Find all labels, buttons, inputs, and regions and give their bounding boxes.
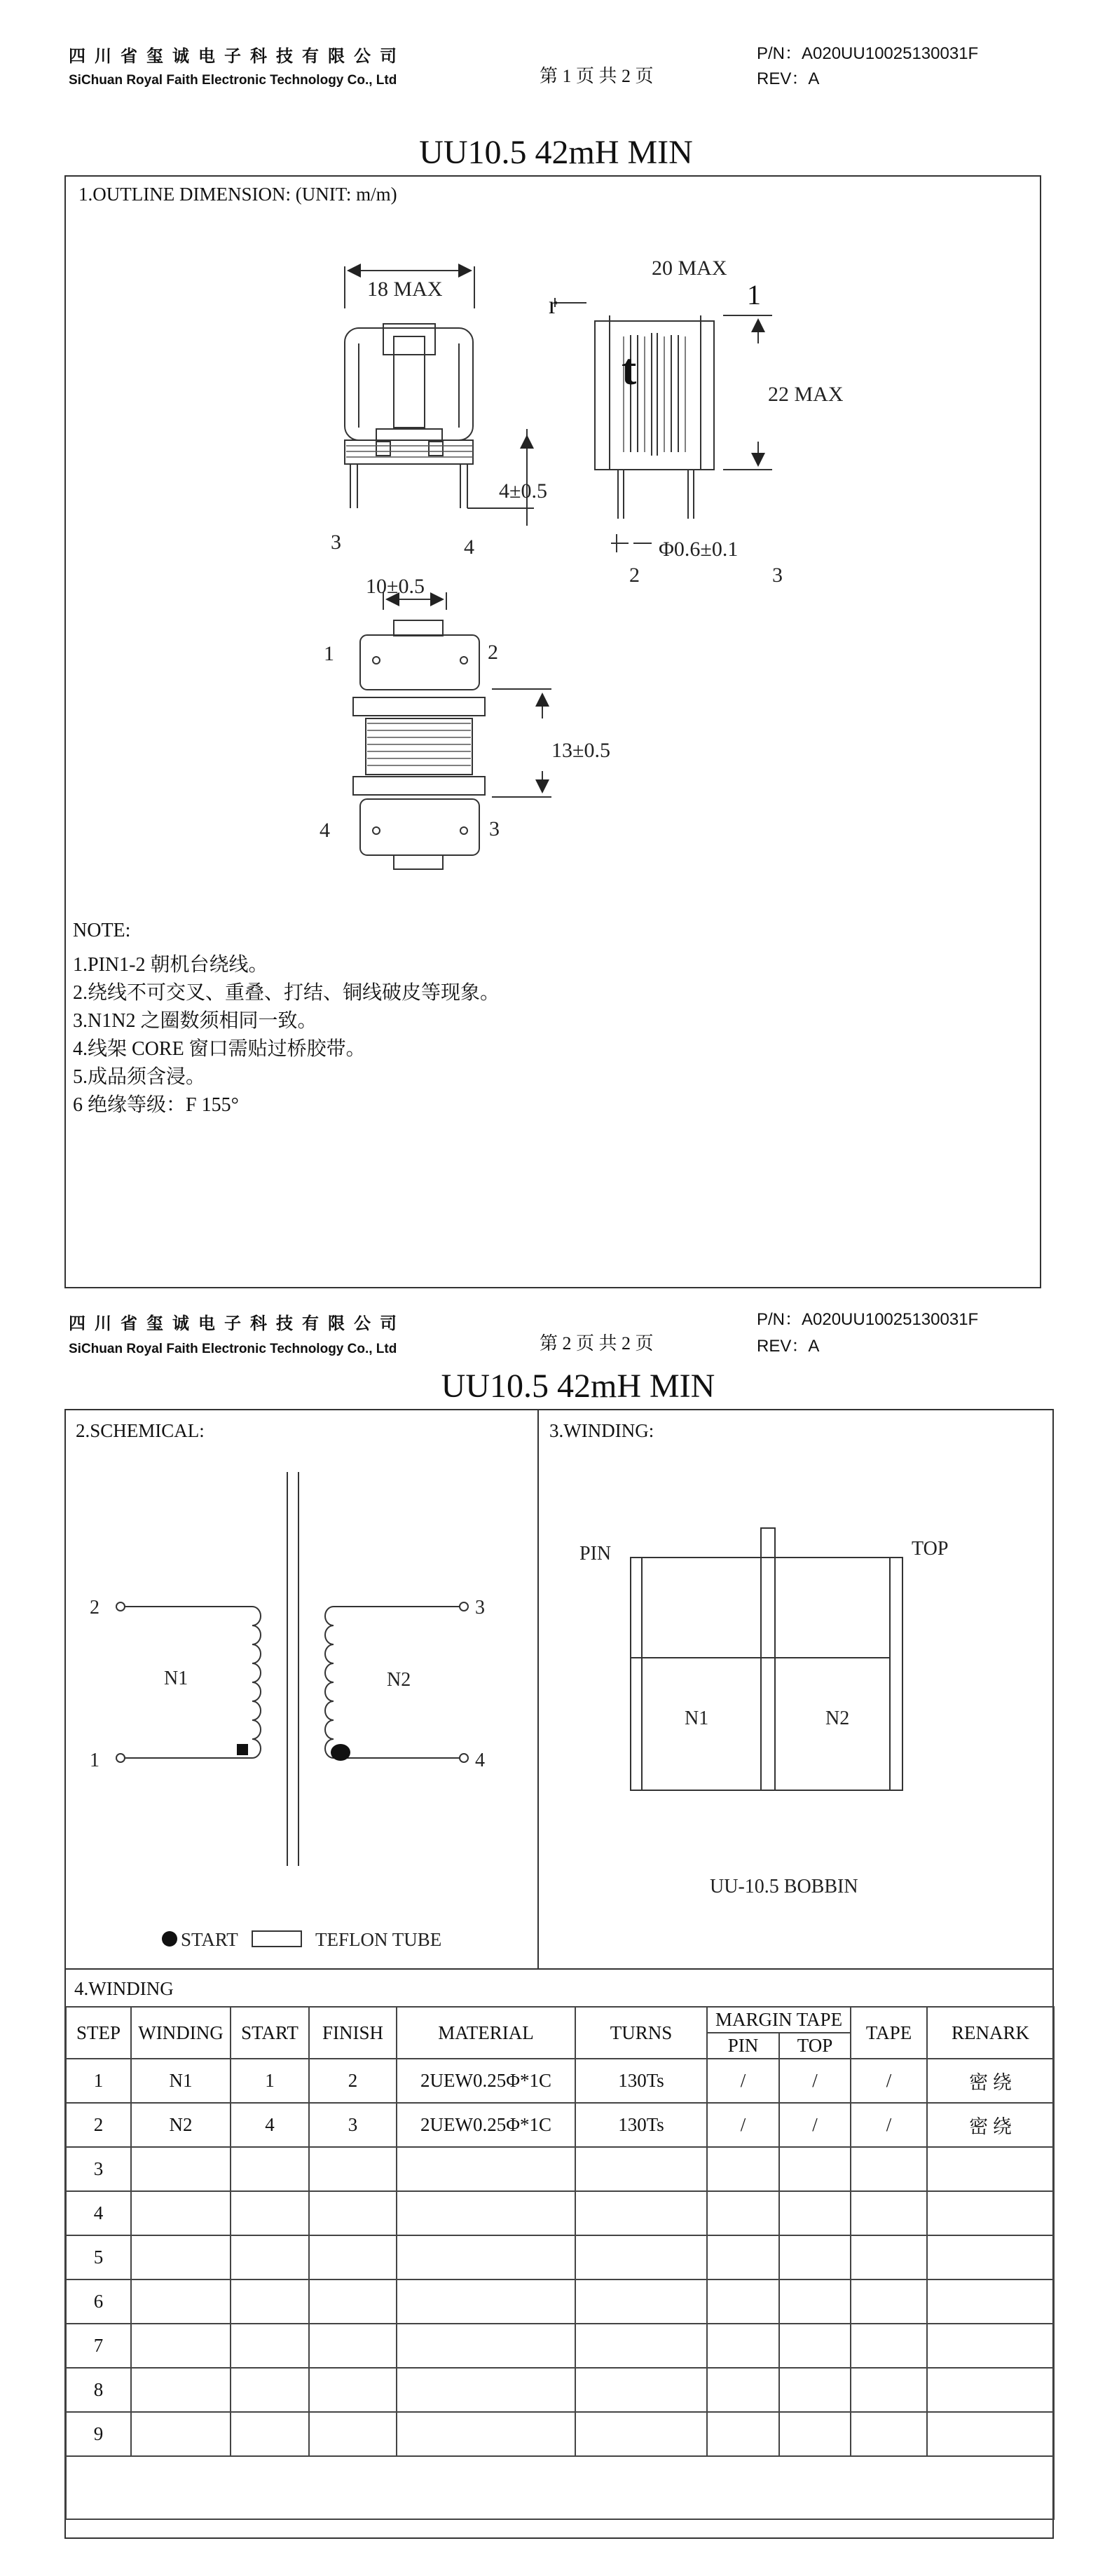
table-row <box>66 2191 1054 2235</box>
cell-tape: / <box>851 2059 927 2103</box>
schematic-pin-4: 4 <box>475 1750 485 1771</box>
header-margin-top: TOP <box>779 2033 851 2059</box>
table-row <box>66 2147 1054 2191</box>
dim-depth-max: 20 MAX <box>652 257 727 280</box>
cell-margin-pin <box>707 2324 779 2368</box>
n2-start-marker <box>331 1744 350 1761</box>
cell-winding <box>131 2368 231 2412</box>
cell-tape <box>851 2147 927 2191</box>
revision-p2: REV：A <box>757 1337 820 1356</box>
cell-step: 8 <box>66 2368 131 2412</box>
front-view-hatch <box>346 446 473 457</box>
cell-finish <box>309 2279 397 2324</box>
table-row <box>66 2103 1054 2147</box>
cell-turns <box>575 2412 707 2456</box>
cell-tape <box>851 2324 927 2368</box>
bobbin-caption: UU-10.5 BOBBIN <box>710 1876 858 1897</box>
cell-finish <box>309 2368 397 2412</box>
page-title: UU10.5 42mH MIN <box>419 134 693 171</box>
header-remark: RENARK <box>927 2007 1054 2059</box>
company-name-en: SiChuan Royal Faith Electronic Technology Co., Ltd <box>69 73 397 88</box>
header-step: STEP <box>66 2007 131 2059</box>
section-winding-table-title: 4.WINDING <box>74 1978 174 1999</box>
cell-material <box>397 2279 575 2324</box>
cell-start <box>231 2147 309 2191</box>
schematic-pin-2: 2 <box>90 1597 99 1618</box>
cell-margin-pin <box>707 2412 779 2456</box>
company-name-cn: 四川省玺诚电子科技有限公司 <box>69 48 406 66</box>
winding-table <box>65 2006 1055 2520</box>
company-name-cn-p2: 四川省玺诚电子科技有限公司 <box>69 1315 406 1333</box>
dim-pin-pitch: 10±0.5 <box>366 575 425 598</box>
cell-tape <box>851 2279 927 2324</box>
cell-margin-top <box>779 2412 851 2456</box>
legend-start-dot <box>162 1931 177 1947</box>
cell-start <box>231 2368 309 2412</box>
cell-material <box>397 2147 575 2191</box>
n1-start-marker <box>237 1744 248 1755</box>
cell-finish <box>309 2235 397 2279</box>
note-4: 4.线架 CORE 窗口需贴过桥胶带。 <box>73 1038 366 1060</box>
cell-finish <box>309 2412 397 2456</box>
dim-pin-length: 4±0.5 <box>499 479 547 503</box>
note-2: 2.绕线不可交叉、重叠、打结、铜线破皮等现象。 <box>73 982 500 1004</box>
cell-turns <box>575 2191 707 2235</box>
cell-margin-pin: / <box>707 2059 779 2103</box>
pin-label-side-3: 3 <box>772 564 783 587</box>
cell-step: 9 <box>66 2412 131 2456</box>
cell-turns <box>575 2235 707 2279</box>
cell-start <box>231 2279 309 2324</box>
header-margin-pin: PIN <box>707 2033 779 2059</box>
side-view <box>555 298 772 552</box>
cell-winding <box>131 2235 231 2279</box>
cell-tape: / <box>851 2103 927 2147</box>
cell-material <box>397 2368 575 2412</box>
cell-tape <box>851 2412 927 2456</box>
cell-margin-pin <box>707 2147 779 2191</box>
note-3: 3.N1N2 之圈数须相同一致。 <box>73 1010 317 1032</box>
dim-width-max: 18 MAX <box>367 278 443 301</box>
cell-turns <box>575 2147 707 2191</box>
cell-margin-top: / <box>779 2103 851 2147</box>
cell-step: 4 <box>66 2191 131 2235</box>
side-mark-1: 1 <box>747 279 761 311</box>
cell-turns <box>575 2279 707 2324</box>
cell-winding <box>131 2412 231 2456</box>
header-material: MATERIAL <box>397 2007 575 2059</box>
cell-margin-pin <box>707 2191 779 2235</box>
cell-material <box>397 2235 575 2279</box>
table-row <box>66 2324 1054 2368</box>
pin-label-side-2: 2 <box>629 564 640 587</box>
cell-margin-top <box>779 2235 851 2279</box>
cell-margin-top <box>779 2324 851 2368</box>
cell-remark <box>927 2235 1054 2279</box>
cell-winding: N1 <box>131 2059 231 2103</box>
bobbin-n1: N1 <box>685 1708 709 1729</box>
bobbin-diagram <box>539 1409 1054 1968</box>
cell-remark <box>927 2368 1054 2412</box>
cell-margin-pin <box>707 2279 779 2324</box>
revision: REV：A <box>757 69 820 88</box>
header-tape: TAPE <box>851 2007 927 2059</box>
page-number: 第 1 页 共 2 页 <box>540 66 654 86</box>
cell-margin-top <box>779 2147 851 2191</box>
cell-remark <box>927 2324 1054 2368</box>
legend-teflon-tube: TEFLON TUBE <box>315 1929 442 1950</box>
cell-margin-pin <box>707 2235 779 2279</box>
cell-finish <box>309 2324 397 2368</box>
cell-start: 1 <box>231 2059 309 2103</box>
cell-margin-pin: / <box>707 2103 779 2147</box>
cell-turns: 130Ts <box>575 2059 707 2103</box>
cell-material <box>397 2191 575 2235</box>
cell-material <box>397 2412 575 2456</box>
cell-start: 4 <box>231 2103 309 2147</box>
cell-step: 7 <box>66 2324 131 2368</box>
cell-start <box>231 2191 309 2235</box>
note-6: 6 绝缘等级：F 155° <box>73 1094 239 1116</box>
dim-pin-diameter: Φ0.6±0.1 <box>659 538 739 561</box>
outline-drawing <box>64 175 1041 946</box>
section-outline-title: 1.OUTLINE DIMENSION: (UNIT: m/m) <box>78 184 397 205</box>
header-turns: TURNS <box>575 2007 707 2059</box>
legend-start: START <box>181 1929 238 1950</box>
cell-turns: 130Ts <box>575 2103 707 2147</box>
pin-label-top-2: 2 <box>488 641 498 664</box>
pin-label-top-3: 3 <box>489 817 500 840</box>
cell-step: 5 <box>66 2235 131 2279</box>
notes-title: NOTE: <box>73 920 131 941</box>
cell-tape <box>851 2368 927 2412</box>
company-name-en-p2: SiChuan Royal Faith Electronic Technology Co., Ltd <box>69 1342 397 1356</box>
cell-margin-top <box>779 2191 851 2235</box>
cell-remark: 密 绕 <box>927 2103 1054 2147</box>
blank-area <box>66 2456 1054 2519</box>
schematic-n1: N1 <box>164 1668 188 1689</box>
cell-finish: 3 <box>309 2103 397 2147</box>
note-1: 1.PIN1-2 朝机台绕线。 <box>73 954 268 976</box>
page-number-p2: 第 2 页 共 2 页 <box>540 1333 654 1354</box>
cell-material <box>397 2324 575 2368</box>
table-row <box>66 2368 1054 2412</box>
header-margin-tape: MARGIN TAPE <box>707 2007 851 2033</box>
part-number: P/N：A020UU10025130031F <box>757 44 979 63</box>
table-row <box>66 2412 1054 2456</box>
cell-margin-top <box>779 2279 851 2324</box>
cell-turns <box>575 2368 707 2412</box>
cell-tape <box>851 2191 927 2235</box>
cell-material: 2UEW0.25Φ*1C <box>397 2103 575 2147</box>
pin-label-top-1: 1 <box>324 642 334 665</box>
cell-step: 3 <box>66 2147 131 2191</box>
top-view-hatch <box>367 723 471 765</box>
bobbin-n2: N2 <box>825 1708 850 1729</box>
header-start: START <box>231 2007 309 2059</box>
cell-remark <box>927 2147 1054 2191</box>
part-number-p2: P/N：A020UU10025130031F <box>757 1310 979 1329</box>
cell-margin-top: / <box>779 2059 851 2103</box>
table-blank-row <box>66 2456 1054 2519</box>
bobbin-pin-label: PIN <box>579 1543 612 1565</box>
section-schematic-title: 2.SCHEMICAL: <box>76 1420 205 1441</box>
schematic-pin-3: 3 <box>475 1597 485 1618</box>
cell-tape <box>851 2235 927 2279</box>
cell-winding: N2 <box>131 2103 231 2147</box>
schematic-diagram <box>64 1409 538 1968</box>
section-winding-diagram-title: 3.WINDING: <box>549 1420 654 1441</box>
cell-winding <box>131 2279 231 2324</box>
dim-height-max: 22 MAX <box>768 383 844 406</box>
cell-finish <box>309 2147 397 2191</box>
cell-remark: 密 绕 <box>927 2059 1054 2103</box>
side-mark-t: t <box>622 344 637 394</box>
dim-row-spacing: 13±0.5 <box>551 739 610 762</box>
cell-winding <box>131 2191 231 2235</box>
cell-winding <box>131 2147 231 2191</box>
side-mark-r: r <box>549 291 557 319</box>
table-row <box>66 2059 1054 2103</box>
pin-label-front-3: 3 <box>331 531 341 554</box>
cell-finish <box>309 2191 397 2235</box>
cell-step: 2 <box>66 2103 131 2147</box>
cell-step: 6 <box>66 2279 131 2324</box>
cell-winding <box>131 2324 231 2368</box>
cell-remark <box>927 2279 1054 2324</box>
header-finish: FINISH <box>309 2007 397 2059</box>
cell-start <box>231 2235 309 2279</box>
section-divider-horizontal <box>64 1968 1054 1970</box>
header-winding: WINDING <box>131 2007 231 2059</box>
table-row <box>66 2235 1054 2279</box>
cell-start <box>231 2324 309 2368</box>
schematic-pin-1: 1 <box>90 1750 99 1771</box>
schematic-n2: N2 <box>387 1669 411 1691</box>
cell-margin-pin <box>707 2368 779 2412</box>
cell-step: 1 <box>66 2059 131 2103</box>
cell-remark <box>927 2412 1054 2456</box>
table-row <box>66 2279 1054 2324</box>
cell-material: 2UEW0.25Φ*1C <box>397 2059 575 2103</box>
bobbin-top-label: TOP <box>912 1538 949 1560</box>
cell-turns <box>575 2324 707 2368</box>
pin-label-top-4: 4 <box>320 819 330 842</box>
pin-label-front-4: 4 <box>464 536 474 559</box>
cell-finish: 2 <box>309 2059 397 2103</box>
cell-start <box>231 2412 309 2456</box>
cell-remark <box>927 2191 1054 2235</box>
cell-margin-top <box>779 2368 851 2412</box>
page-title-p2: UU10.5 42mH MIN <box>441 1368 715 1405</box>
note-5: 5.成品须含浸。 <box>73 1066 206 1088</box>
